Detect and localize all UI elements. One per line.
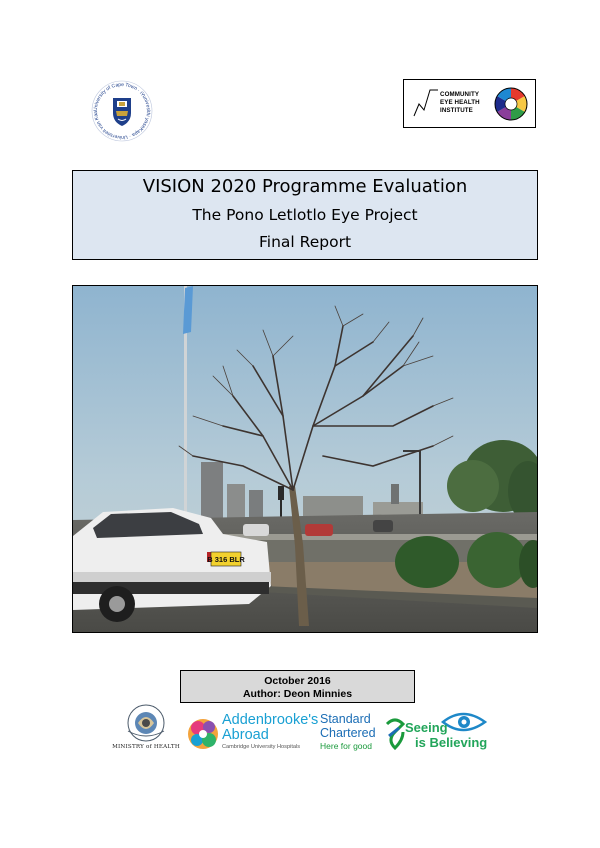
standard-chartered-logo bbox=[320, 712, 388, 756]
eye-icon bbox=[443, 714, 485, 730]
coat-of-arms-icon bbox=[108, 703, 184, 745]
license-plate: B 316 BLR bbox=[207, 555, 245, 564]
cehi-line-3: INSTITUTE bbox=[440, 107, 473, 114]
seal-ring-text: University of Cape Town · iYunivesithi yaseKapa · Universiteit van Kaa bbox=[92, 81, 152, 141]
standard-chartered-line-1: Standard bbox=[320, 712, 371, 726]
standard-chartered-line-2: Chartered bbox=[320, 726, 376, 740]
ministry-of-health-logo bbox=[108, 703, 184, 757]
report-author: Author: Deon Minnies bbox=[242, 688, 353, 700]
report-type: Final Report bbox=[258, 233, 352, 251]
addenbrookes-abroad-logo bbox=[186, 712, 322, 756]
seeing-is-believing-logo bbox=[385, 710, 493, 758]
seeing-is-believing-line-1: Seeing bbox=[405, 720, 448, 735]
colour-swirl-icon bbox=[186, 714, 220, 754]
standard-chartered-tagline: Here for good bbox=[320, 741, 372, 751]
cover-photo bbox=[72, 285, 538, 633]
seeing-is-believing-line-2: is Believing bbox=[415, 735, 488, 750]
addenbrookes-tagline: Cambridge University Hospitals bbox=[222, 744, 301, 750]
addenbrookes-line-2: Abroad bbox=[222, 727, 269, 743]
cehi-line-1: COMMUNITY bbox=[440, 91, 480, 98]
report-date: October 2016 bbox=[264, 675, 331, 687]
university-seal-icon bbox=[84, 80, 160, 142]
cehi-line-2: EYE HEALTH bbox=[440, 99, 480, 106]
date-author-box bbox=[180, 670, 415, 703]
addenbrookes-line-1: Addenbrooke's bbox=[222, 712, 319, 728]
report-subtitle: The Pono Letlotlo Eye Project bbox=[192, 206, 418, 224]
report-title: VISION 2020 Programme Evaluation bbox=[142, 176, 468, 197]
ministry-of-health-text: MINISTRY of HEALTH bbox=[112, 744, 180, 750]
title-box bbox=[72, 170, 538, 260]
community-eye-health-institute-logo bbox=[403, 79, 536, 128]
